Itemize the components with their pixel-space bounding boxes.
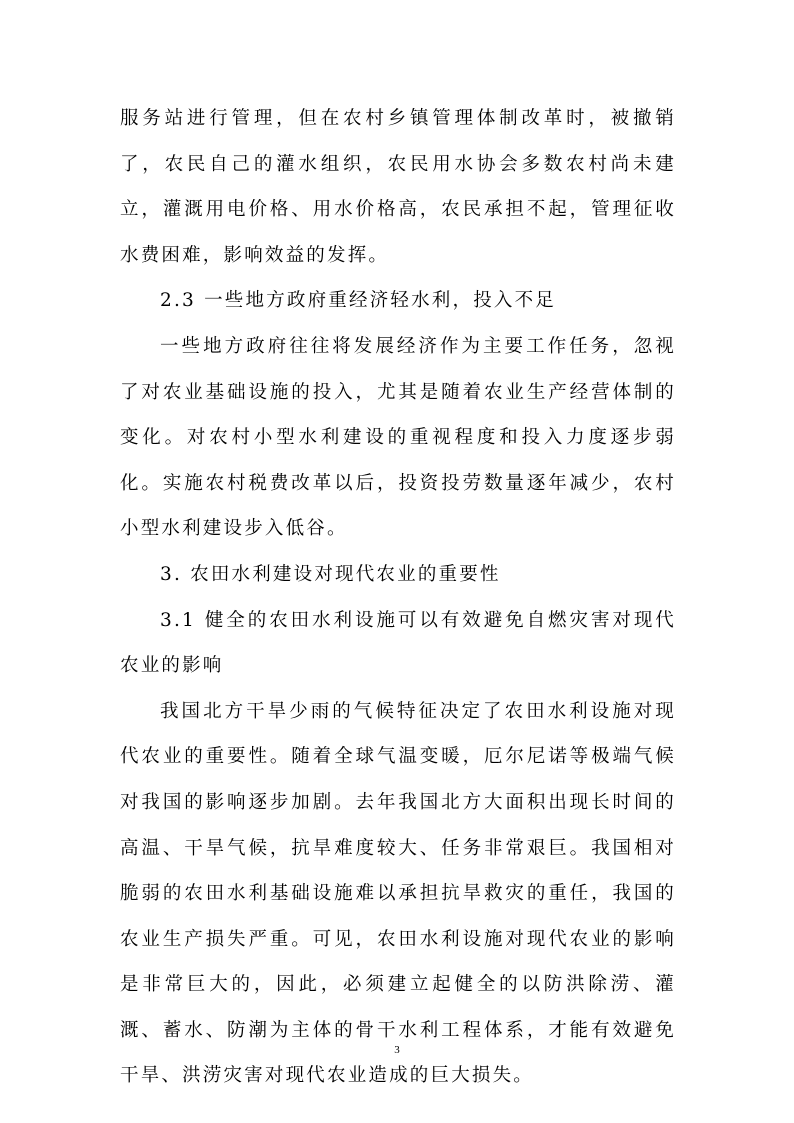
section-heading-3: 3. 农田水利建设对现代农业的重要性 [160,563,501,585]
paragraph-continued: 服务站进行管理，但在农村乡镇管理体制改革时，被撤销了，农民自己的灌水组织，农民用水协会多数农村尚未建立，灌溉用电价格、用水价格高，农民承担不起，管理征收水费困难，影响效益的发挥。 [120,108,676,266]
paragraph-investment: 一些地方政府往往将发展经济作为主要工作任务，忽视了对农业基础设施的投入，尤其是随着农业生产经营体制的变化。对农村小型水利建设的重视程度和投入力度逐步弱化。实施农村税费改革以后，投资投劳数量逐年减少，农村小型水利建设步入低谷。 [120,335,676,540]
section-heading-3-1: 3.1 健全的农田水利设施可以有效避免自燃灾害对现代农业的影响 [120,609,676,677]
body-text [120,96,676,1099]
paragraph-drought: 我国北方干旱少雨的气候特征决定了农田水利设施对现代农业的重要性。随着全球气温变暖，厄尔尼诺等极端气候对我国的影响逐步加剧。去年我国北方大面积出现长时间的高温、干旱气候，抗旱难度较大、任务非常艰巨。我国相对脆弱的农田水利基础设施难以承担抗旱救灾的重任，我国的农业生产损失严重。可见，农田水利设施对现代农业的影响是非常巨大的，因此，必须建立起健全的以防洪除涝、灌溉、蓄水、防潮为主体的骨干水利工程体系，才能有效避免干旱、洪涝灾害对现代农业造成的巨大损失。 [120,700,676,1087]
page-number: 3 [394,1044,400,1056]
section-heading-2-3: 2.3 一些地方政府重经济轻水利，投入不足 [160,290,557,312]
